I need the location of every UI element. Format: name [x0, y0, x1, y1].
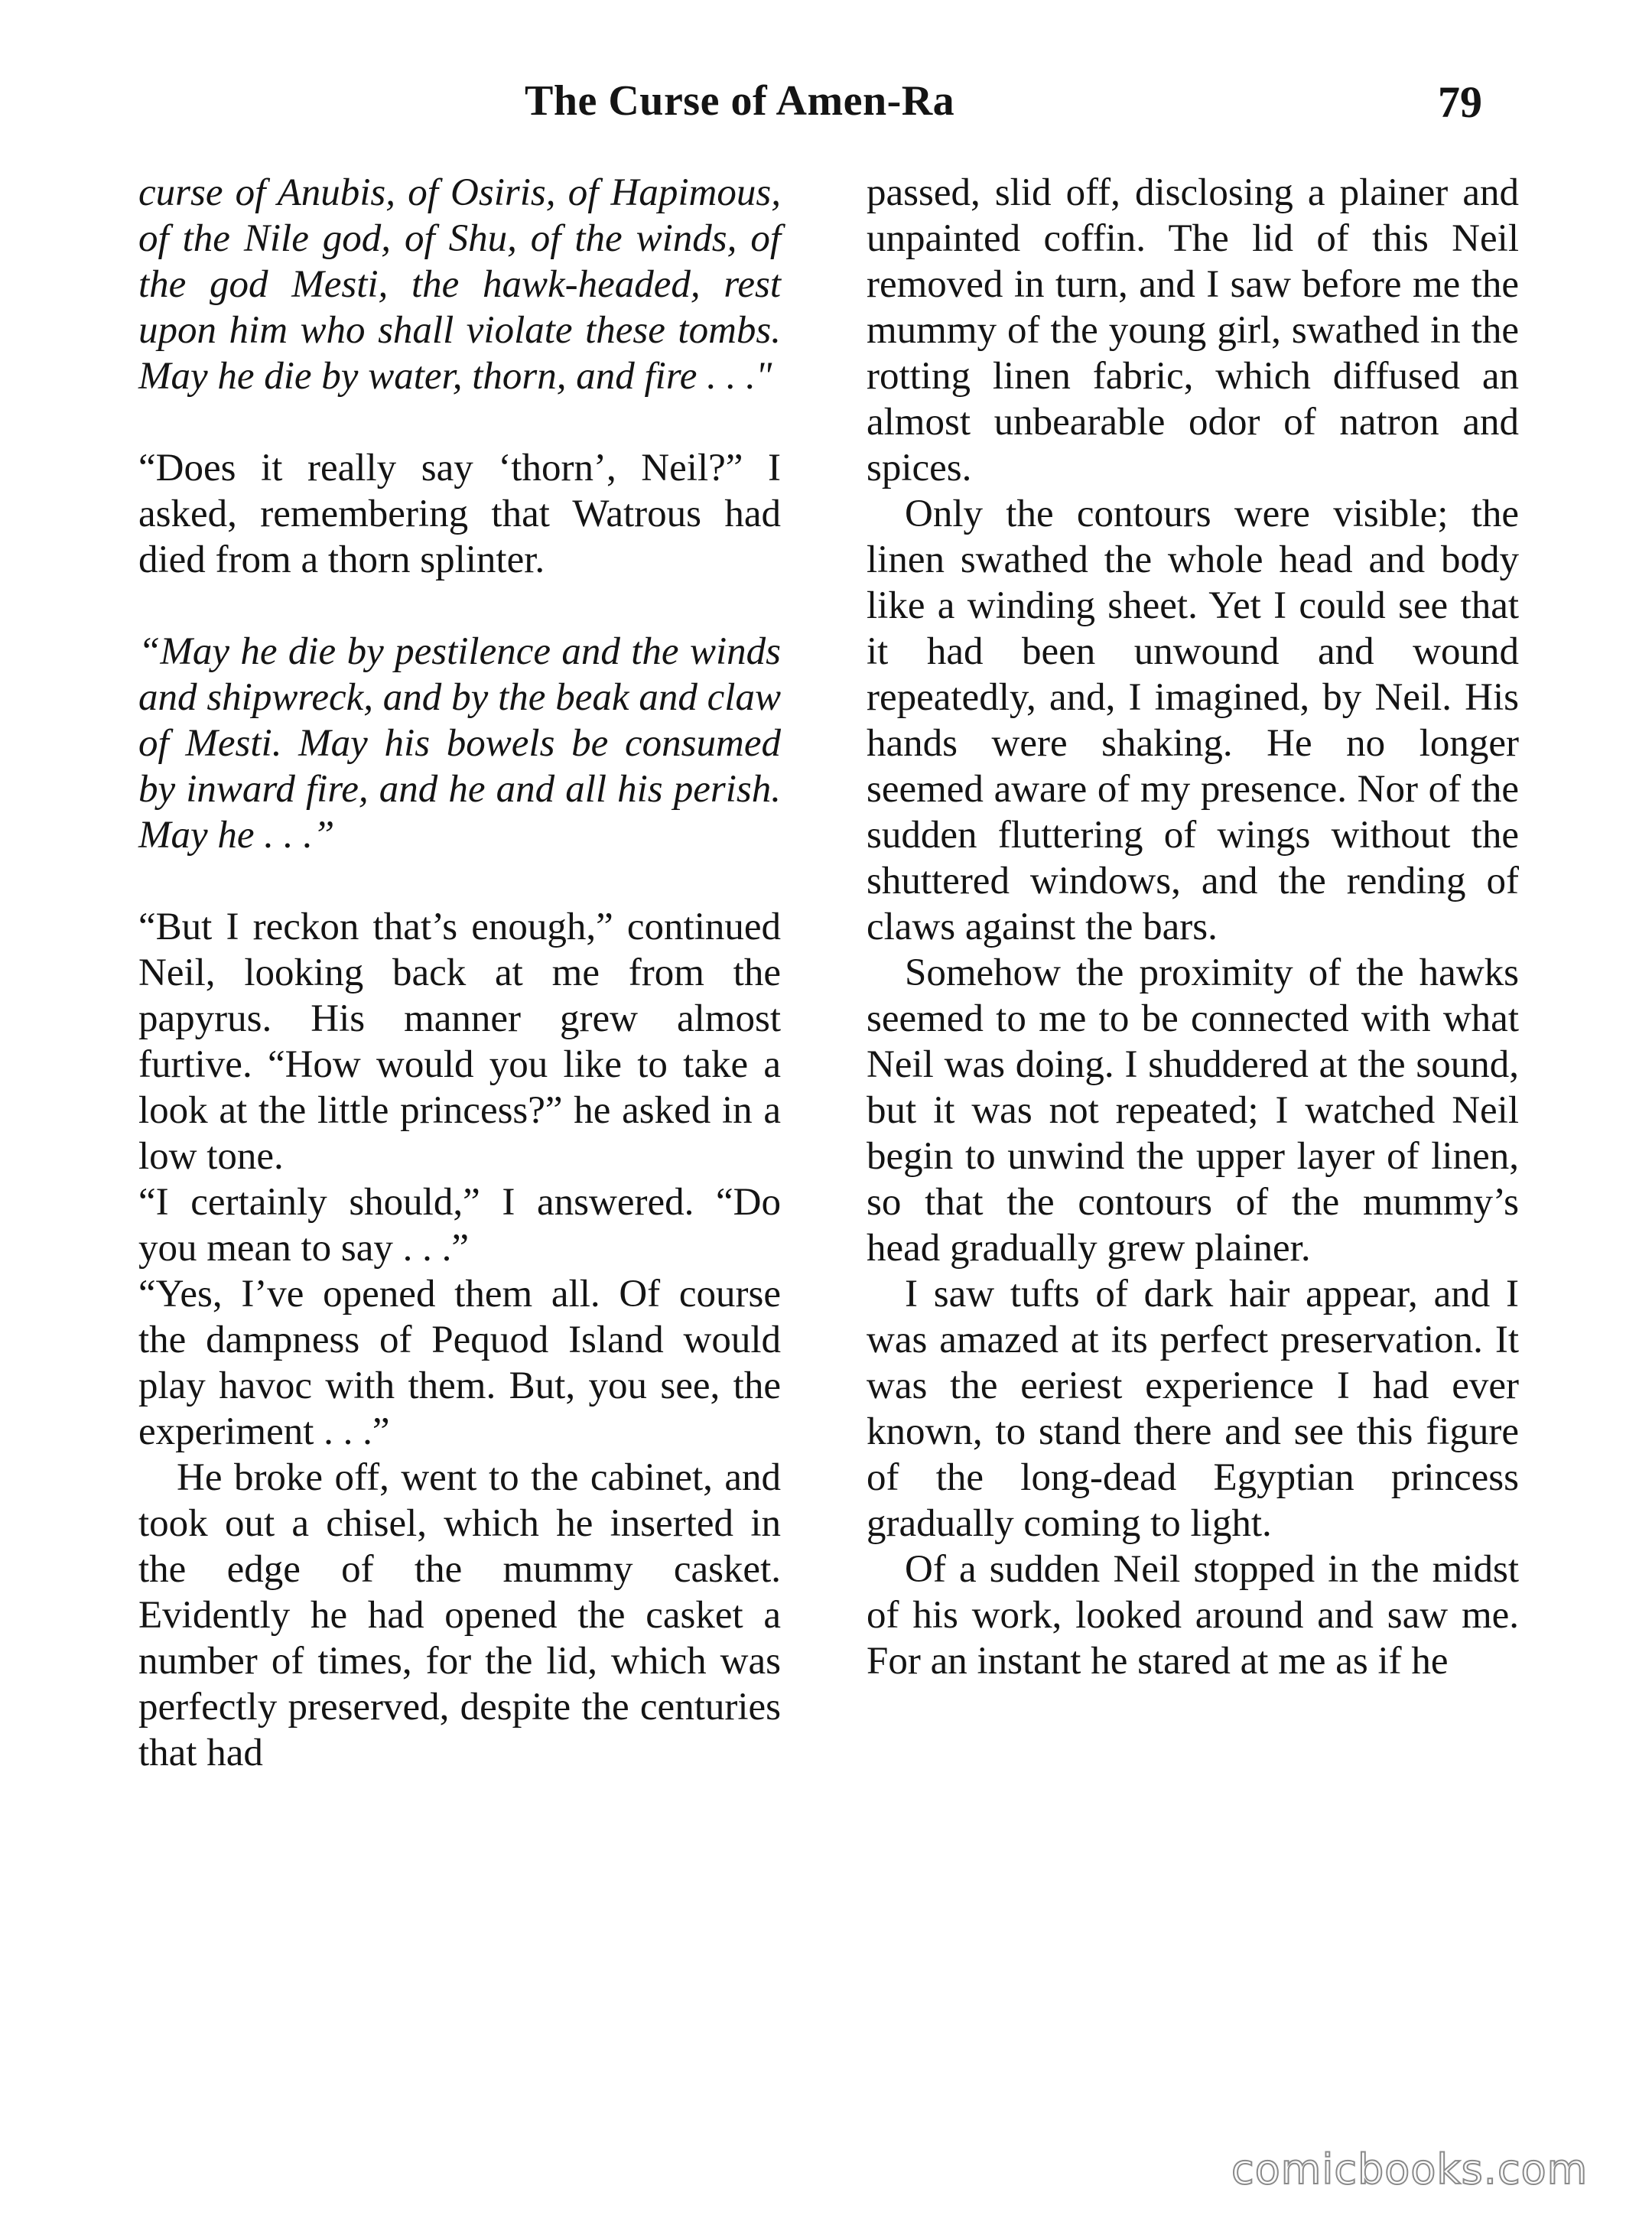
- paragraph: “May he die by pestilence and the winds and shipwreck, and by the beak and claw of Mesti. May his bowels be consumed by inward fire, and he and all his perish. May he . . .”: [138, 630, 781, 857]
- paragraph: “But I reckon that’s enough,” continued Neil, looking back at me from the papyrus. His manner grew almost furtive. “How would you like to take a look at the little princess?” he asked in a low tone.: [138, 906, 781, 1178]
- paragraph: Somehow the proximity of the hawks seemed to me to be connected with what Neil was doing. I shuddered at the sound, but it was not repeated; I watched Neil begin to unwind the upper layer of linen, so that the contours of the mummy’s head gradually grew plainer.: [867, 951, 1519, 1270]
- running-header: [0, 76, 1652, 138]
- paragraph: “I certainly should,” I answered. “Do you mean to say . . .”: [138, 1181, 781, 1270]
- running-title: The Curse of Amen-Ra: [525, 77, 955, 125]
- left-column: [138, 170, 781, 1776]
- paragraph: curse of Anubis, of Osiris, of Hapimous, of the Nile god, of Shu, of the winds, of the god Mesti, the hawk-headed, rest upon him who shall violate these tombs. May he die by water, thorn, and fire . . .": [138, 171, 781, 398]
- page-number: 79: [1438, 77, 1482, 127]
- paragraph: Of a sudden Neil stopped in the midst of his work, looked around and saw me. For an instant he stared at me as if he: [867, 1548, 1519, 1683]
- paragraph: Only the contours were visible; the linen swathed the whole head and body like a winding sheet. Yet I could see that it had been unwound and wound repeatedly, and, I imagined, by Neil. His hands were shaking. He no longer seemed aware of my presence. Nor of the sudden fluttering of wings without the shuttered windows, and the rending of claws against the bars.: [867, 493, 1519, 948]
- paragraph: “Yes, I’ve opened them all. Of course the dampness of Pequod Island would play havoc with them. But, you see, the experiment . . .”: [138, 1273, 781, 1453]
- paragraph: He broke off, went to the cabinet, and took out a chisel, which he inserted in the edge of the mummy casket. Evidently he had opened the casket a number of times, for the lid, which was perfectly preserved, despite the centuries that had: [138, 1456, 781, 1774]
- watermark: comicbooks.com: [1231, 2145, 1589, 2194]
- paragraph: I saw tufts of dark hair appear, and I was amazed at its perfect preservation. It was the eeriest experience I had ever known, to stand there and see this figure of the long-dead Egyptian princess gradually coming to light.: [867, 1273, 1519, 1545]
- right-column: [867, 170, 1519, 1684]
- paragraph: “Does it really say ‘thorn’, Neil?” I asked, remembering that Watrous had died from a thorn splinter.: [138, 447, 781, 581]
- paragraph: passed, slid off, disclosing a plainer and unpainted coffin. The lid of this Neil removed in turn, and I saw before me the mummy of the young girl, swathed in the rotting linen fabric, which diffused an almost unbearable odor of natron and spices.: [867, 171, 1519, 489]
